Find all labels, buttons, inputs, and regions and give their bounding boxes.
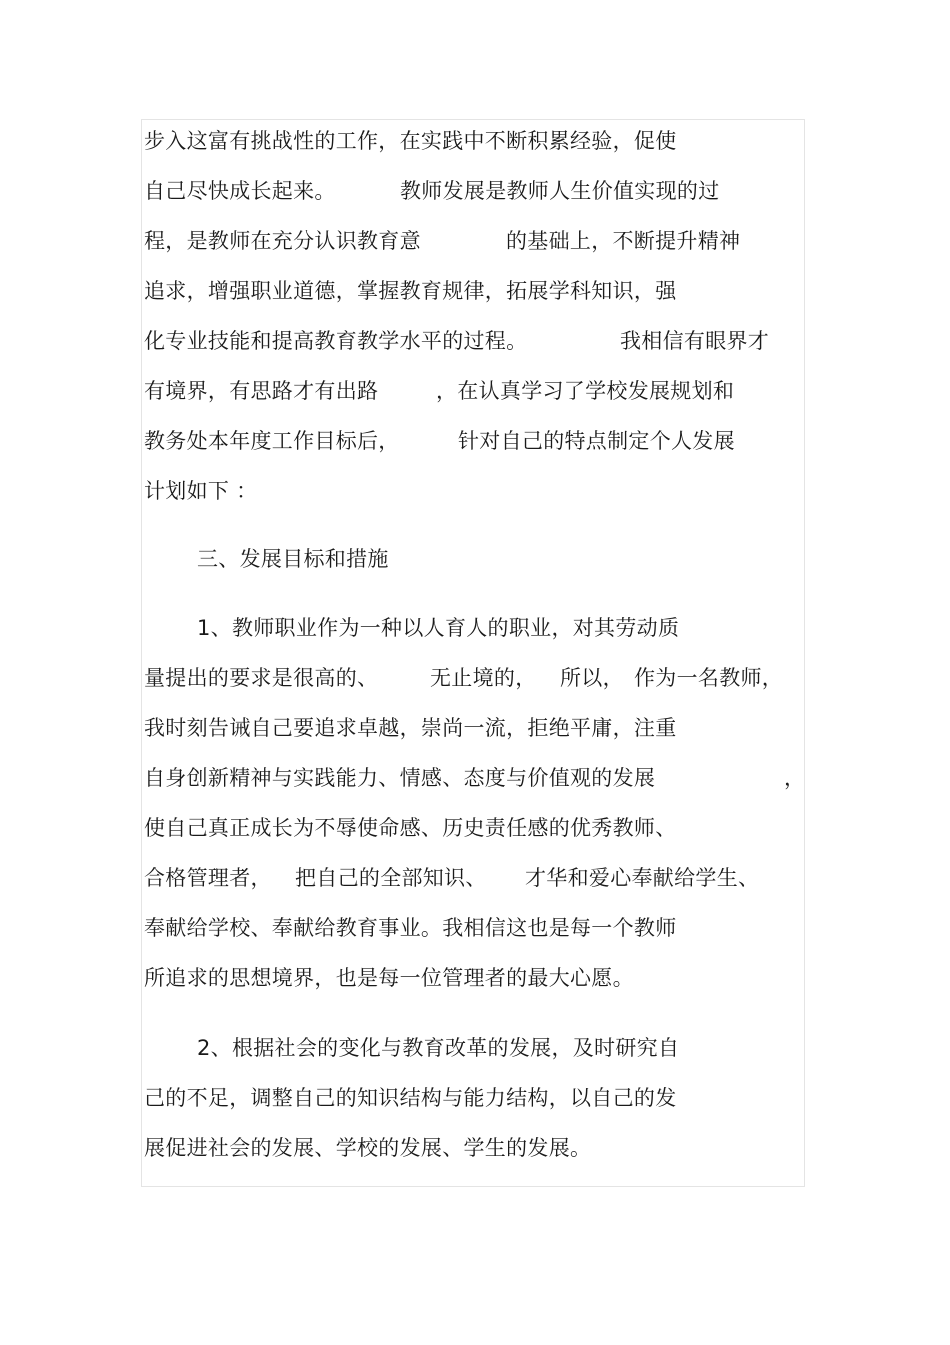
text-line: 使自己真正成长为不辱使命感、历史责任感的优秀教师、 <box>144 816 677 840</box>
text-line: 无止境的， <box>430 666 537 690</box>
text-line: 的基础上，不断提升精神 <box>506 229 741 253</box>
text-line: 计划如下 ： <box>144 479 258 503</box>
text-line: 1、教师职业作为一种以人育人的职业，对其劳动质 <box>197 616 680 640</box>
text-line: 自己尽快成长起来。 <box>144 179 336 203</box>
text-line: 步入这富有挑战性的工作，在实践中不断积累经验，促使 <box>144 129 677 153</box>
text-line: 程，是教师在充分认识教育意 <box>144 229 421 253</box>
text-line: 自身创新精神与实践能力、情感、态度与价值观的发展 <box>144 766 656 790</box>
text-line: 2、根据社会的变化与教育改革的发展，及时研究自 <box>197 1036 680 1060</box>
section-heading: 三、发展目标和措施 <box>197 547 389 571</box>
text-line: 奉献给学校、奉献给教育事业。我相信这也是每一个教师 <box>144 916 677 940</box>
text-line: 我相信有眼界才 <box>620 329 770 353</box>
text-line: 所追求的思想境界，也是每一位管理者的最大心愿。 <box>144 966 634 990</box>
text-line: 把自己的全部知识、 <box>295 866 487 890</box>
text-line: ， <box>784 766 806 790</box>
text-line: 才华和爱心奉献给学生、 <box>525 866 760 890</box>
text-line: 教务处本年度工作目标后， <box>144 429 400 453</box>
text-line: ，在认真学习了学校发展规划和 <box>436 379 735 403</box>
text-line: 我时刻告诫自己要追求卓越，崇尚一流，拒绝平庸，注重 <box>144 716 677 740</box>
text-line: 所以， <box>560 666 624 690</box>
text-line: 合格管理者， <box>144 866 272 890</box>
text-line: 化专业技能和提高教育教学水平的过程。 <box>144 329 528 353</box>
text-line: 教师发展是教师人生价值实现的过 <box>400 179 720 203</box>
text-line: 追求，增强职业道德，掌握教育规律，拓展学科知识，强 <box>144 279 677 303</box>
text-line: 针对自己的特点制定个人发展 <box>458 429 735 453</box>
text-line: 展促进社会的发展、学校的发展、学生的发展。 <box>144 1136 592 1160</box>
text-line: 作为一名教师， <box>634 666 784 690</box>
text-line: 量提出的要求是很高的、 <box>144 666 379 690</box>
text-line: 有境界，有思路才有出路 <box>144 379 379 403</box>
text-line: 己的不足，调整自己的知识结构与能力结构，以自己的发 <box>144 1086 677 1110</box>
